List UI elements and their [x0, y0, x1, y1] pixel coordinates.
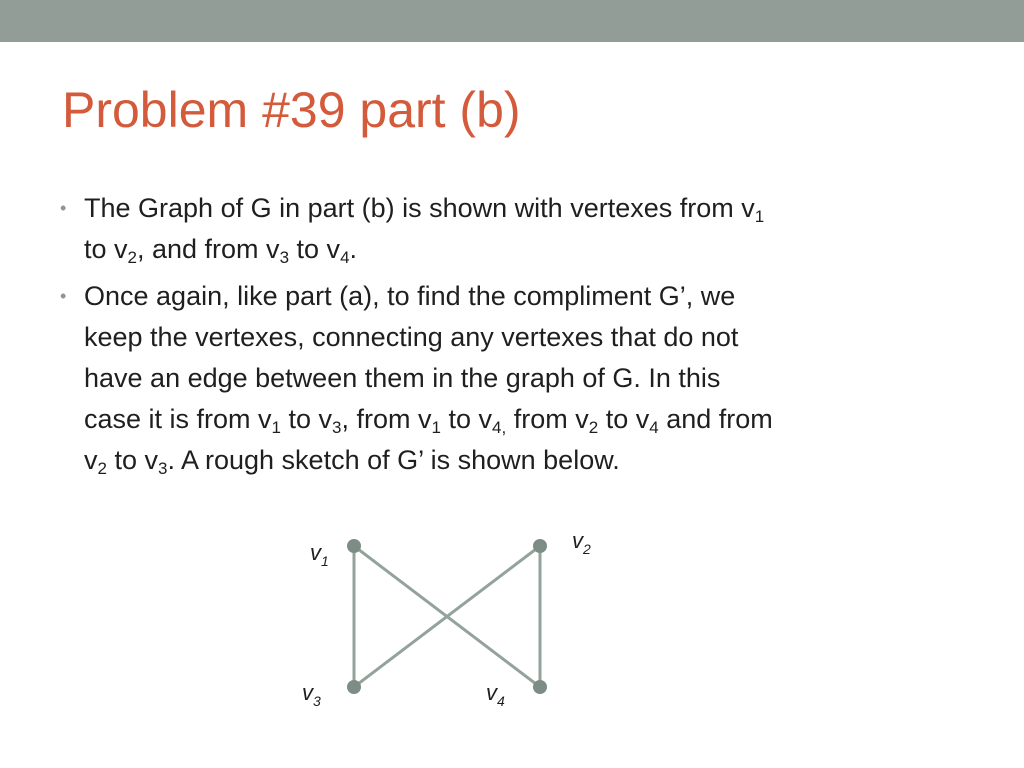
bullet-dot-icon: •	[60, 286, 67, 306]
vertex-label-subscript: 1	[321, 553, 329, 569]
vertex-v3	[347, 680, 361, 694]
vertex-label-base: v	[572, 528, 583, 553]
vertex-label-base: v	[486, 680, 497, 705]
complement-graph-diagram	[290, 520, 630, 730]
bullet-item	[60, 188, 980, 270]
text-run: to v	[106, 445, 158, 475]
text-run: Once again, like part (a), to find the compliment G’, we	[84, 281, 736, 311]
subscript: 3	[158, 459, 168, 478]
vertex-label-v4	[486, 680, 505, 709]
subscript: 4,	[492, 418, 507, 437]
vertex-label-base: v	[302, 680, 313, 705]
text-run: v	[84, 445, 98, 475]
bullet-text	[84, 281, 773, 478]
top-banner	[0, 0, 1024, 42]
vertex-label-subscript: 2	[583, 541, 591, 557]
text-run: , from v	[341, 404, 432, 434]
vertex-v2	[533, 539, 547, 553]
subscript: 2	[127, 248, 137, 267]
text-run: case it is from v	[84, 404, 272, 434]
slide-title: Problem #39 part (b)	[62, 82, 521, 138]
bullet-text	[84, 193, 765, 267]
graph-edges	[354, 546, 540, 687]
subscript: 2	[588, 418, 599, 437]
text-run: from v	[506, 404, 589, 434]
text-run: to v	[281, 404, 333, 434]
text-run: to v	[84, 234, 128, 264]
text-run: keep the vertexes, connecting any vertexes that do not	[84, 322, 739, 352]
text-run: to v	[441, 404, 493, 434]
bullet-item	[60, 276, 980, 481]
bullet-list	[60, 188, 980, 487]
vertex-label-subscript: 3	[313, 693, 321, 709]
bullet-dot-icon: •	[60, 198, 67, 218]
subscript: 4	[649, 418, 659, 437]
vertex-label-v2	[572, 528, 591, 557]
vertex-label-subscript: 4	[497, 693, 505, 709]
text-run: to v	[598, 404, 650, 434]
text-run: and from	[658, 404, 773, 434]
subscript: 3	[279, 248, 290, 267]
subscript: 1	[431, 418, 441, 437]
vertex-label-v1	[310, 540, 329, 569]
text-run: have an edge between them in the graph of G. In this	[84, 363, 721, 393]
text-run: to v	[289, 234, 341, 264]
text-run: . A rough sketch of G’ is shown below.	[167, 445, 620, 475]
vertex-label-v3	[302, 680, 321, 709]
subscript: 2	[97, 459, 107, 478]
vertex-label-base: v	[310, 540, 321, 565]
subscript: 1	[754, 207, 765, 226]
subscript: 1	[271, 418, 282, 437]
subscript: 4	[340, 248, 350, 267]
text-run: .	[349, 234, 358, 264]
subscript: 3	[332, 418, 342, 437]
text-run: The Graph of G in part (b) is shown with vertexes from v	[84, 193, 755, 223]
text-run: , and from v	[137, 234, 280, 264]
vertex-v1	[347, 539, 361, 553]
vertex-v4	[533, 680, 547, 694]
